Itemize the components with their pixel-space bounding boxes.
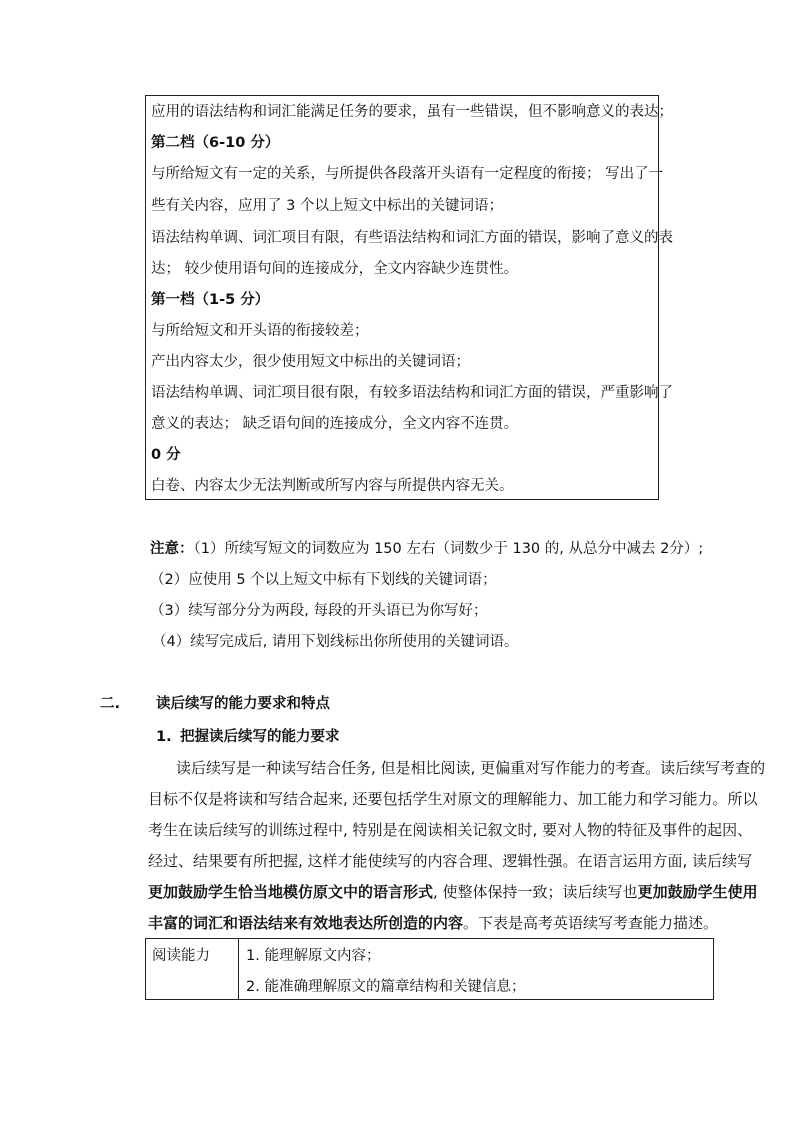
rubric-line: 意义的表达； 缺乏语句间的连接成分，全文内容不连贯。	[151, 416, 519, 432]
section-title: 读后续写的能力要求和特点	[156, 696, 330, 712]
rubric-level-heading: 第一档（1-5 分）	[151, 292, 270, 308]
table-item: 1. 能理解原文内容；	[246, 948, 381, 964]
paragraph-line: 读后续写是一种读写结合任务, 但是相比阅读, 更偏重对写作能力的考查。读后续写考查的	[176, 759, 766, 777]
section-number: 二.	[100, 696, 121, 712]
note-item: （3）续写部分分为两段, 每段的开头语已为你写好；	[150, 603, 488, 619]
table-category-cell: 阅读能力	[152, 948, 210, 964]
note-label: 注意：	[150, 541, 194, 557]
rubric-line: 产出内容太少，很少使用短文中标出的关键词语；	[151, 354, 470, 370]
bold-phrase: 更加鼓励学生恰当地模仿原文中的语言形式	[148, 883, 434, 901]
column-divider	[238, 939, 239, 999]
scoring-rubric-box	[145, 95, 673, 500]
table-item: 2. 能准确理解原文的篇章结构和关键信息；	[246, 979, 526, 995]
rubric-line: 些有关内容，应用了 3 个以上短文中标出的关键词语；	[151, 198, 503, 214]
text: 。下表是高考英语续写考查能力描述。	[463, 914, 719, 932]
rubric-line: 语法结构单调、词汇项目有限，有些语法结构和词汇方面的错误，影响了意义的表	[151, 230, 673, 246]
rubric-line: 达； 较少使用语句间的连接成分，全文内容缺少连贯性。	[151, 261, 519, 277]
ability-table	[145, 938, 714, 1000]
note-item: （4）续写完成后, 请用下划线标出你所使用的关键词语。	[152, 634, 519, 650]
text: , 使整体保持一致；读后续写也	[433, 883, 638, 901]
note-line	[150, 539, 703, 559]
paragraph-line: 考生在读后续写的训练过程中, 特别是在阅读相关记叙文时, 要对人物的特征及事件的起因、	[148, 821, 753, 839]
note-item: （2）应使用 5 个以上短文中标有下划线的关键词语；	[150, 572, 497, 588]
rubric-level-heading: 第二档（6-10 分）	[151, 135, 280, 151]
note-item: （1）所续写短文的词数应为 150 左右（词数少于 130 的, 从总分中减去 2分）;	[193, 541, 704, 557]
rubric-line: 白卷、内容太少无法判断或所写内容与所提供内容无关。	[151, 478, 514, 494]
paragraph-line	[148, 913, 718, 933]
paragraph-line: 经过、结果要有所把握, 这样才能使续写的内容合理、逻辑性强。在语言运用方面, 读后续写	[148, 852, 753, 870]
paragraph-line	[148, 882, 758, 902]
rubric-line: 与所给短文有一定的关系，与所提供各段落开头语有一定程度的衔接； 写出了一	[151, 166, 664, 182]
bold-phrase: 丰富的词汇和语法结来有效地表达所创造的内容	[148, 914, 464, 932]
subsection-title: 把握读后续写的能力要求	[180, 729, 340, 745]
rubric-line: 语法结构单调、词汇项目很有限，有较多语法结构和词汇方面的错误，严重影响了	[151, 385, 673, 401]
rubric-level-heading: 0 分	[151, 447, 181, 463]
rubric-line: 应用的语法结构和词汇能满足任务的要求，虽有一些错误，但不影响意义的表达；	[151, 104, 673, 120]
bold-phrase: 更加鼓励学生使用	[637, 883, 758, 901]
paragraph-line: 目标不仅是将读和写结合起来, 还要包括学生对原文的理解能力、加工能力和学习能力。所以	[148, 790, 758, 808]
subsection-number: 1.	[156, 729, 172, 745]
rubric-line: 与所给短文和开头语的衔接较差；	[151, 323, 369, 339]
